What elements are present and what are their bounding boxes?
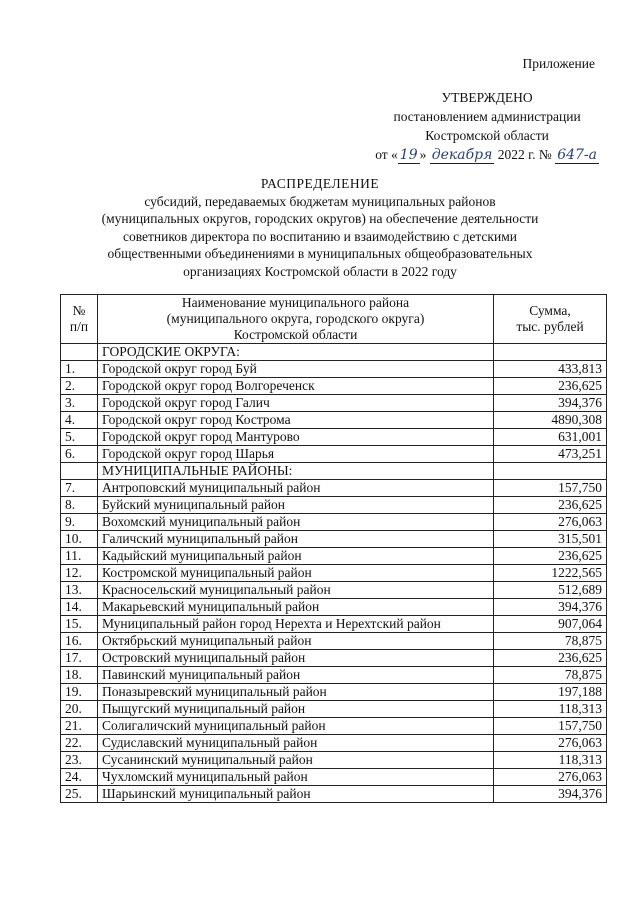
row-number: 9. xyxy=(61,514,98,531)
header-number xyxy=(61,295,98,344)
row-sum: 236,625 xyxy=(494,548,607,565)
row-sum: 157,750 xyxy=(494,480,607,497)
title-line-1: субсидий, передаваемых бюджетам муниципальных районов xyxy=(144,193,496,209)
row-sum: 157,750 xyxy=(494,718,607,735)
table-row xyxy=(61,616,607,633)
row-sum: 236,625 xyxy=(494,497,607,514)
row-number: 22. xyxy=(61,735,98,752)
row-name: Солигаличский муниципальный район xyxy=(98,718,494,735)
row-name: Макарьевский муниципальный район xyxy=(98,599,494,616)
row-name: Октябрьский муниципальный район xyxy=(98,633,494,650)
row-number: 17. xyxy=(61,650,98,667)
approved-label: УТВЕРЖДЕНО xyxy=(441,90,533,105)
appendix-label: Приложение xyxy=(522,56,595,71)
table-row xyxy=(61,446,607,463)
row-name: Буйский муниципальный район xyxy=(98,497,494,514)
document-number: 647-а xyxy=(557,147,597,163)
row-sum: 394,376 xyxy=(494,599,607,616)
row-name: ГОРОДСКИЕ ОКРУГА: xyxy=(98,344,494,361)
row-number: 3. xyxy=(61,395,98,412)
row-number: 6. xyxy=(61,446,98,463)
row-name: Сусанинский муниципальный район xyxy=(98,752,494,769)
row-number: 7. xyxy=(61,480,98,497)
row-name: Костромской муниципальный район xyxy=(98,565,494,582)
approval-date-line xyxy=(375,145,599,165)
row-name: Муниципальный район город Нерехта и Нерехтский район xyxy=(98,616,494,633)
table-row xyxy=(61,395,607,412)
table-body xyxy=(61,344,607,803)
row-sum: 276,063 xyxy=(494,769,607,786)
row-number: 5. xyxy=(61,429,98,446)
row-number: 4. xyxy=(61,412,98,429)
table-row xyxy=(61,565,607,582)
row-number: 12. xyxy=(61,565,98,582)
row-number: 16. xyxy=(61,633,98,650)
approval-block xyxy=(375,54,599,165)
table-row xyxy=(61,548,607,565)
row-sum xyxy=(494,463,607,480)
row-number: 13. xyxy=(61,582,98,599)
row-name: Вохомский муниципальный район xyxy=(98,514,494,531)
table-row xyxy=(61,412,607,429)
date-prefix: от « xyxy=(375,147,398,162)
row-number: 20. xyxy=(61,701,98,718)
row-sum: 315,501 xyxy=(494,531,607,548)
row-name: Островский муниципальный район xyxy=(98,650,494,667)
row-name: Городской округ город Буй xyxy=(98,361,494,378)
table-row xyxy=(61,735,607,752)
title-line-3: советников директора по воспитанию и взаимодействию с детскими xyxy=(123,228,517,244)
header-sum xyxy=(494,295,607,344)
row-number: 2. xyxy=(61,378,98,395)
table-row xyxy=(61,497,607,514)
row-name: Галичский муниципальный район xyxy=(98,531,494,548)
table-row xyxy=(61,650,607,667)
row-name: Шарьинский муниципальный район xyxy=(98,786,494,803)
row-sum: 197,188 xyxy=(494,684,607,701)
table-row xyxy=(61,599,607,616)
table-row xyxy=(61,752,607,769)
row-sum: 78,875 xyxy=(494,633,607,650)
row-number: 19. xyxy=(61,684,98,701)
row-number: 21. xyxy=(61,718,98,735)
row-sum: 1222,565 xyxy=(494,565,607,582)
header-name-line-2: (муниципального округа, городского округа) xyxy=(166,311,425,326)
row-number: 11. xyxy=(61,548,98,565)
row-name: МУНИЦИПАЛЬНЫЕ РАЙОНЫ: xyxy=(98,463,494,480)
table-row xyxy=(61,633,607,650)
title-line-4: общественными объединениями в муниципальных общеобразовательных xyxy=(107,246,533,261)
table-row xyxy=(61,361,607,378)
row-sum: 473,251 xyxy=(494,446,607,463)
date-mid: » xyxy=(419,147,427,162)
row-sum: 631,001 xyxy=(494,429,607,446)
row-number: 18. xyxy=(61,667,98,684)
table-row xyxy=(61,667,607,684)
header-name-line-1: Наименование муниципального района xyxy=(181,295,410,310)
table-row xyxy=(61,378,607,395)
distribution-table xyxy=(60,294,607,803)
row-sum: 394,376 xyxy=(494,395,607,412)
row-number: 25. xyxy=(61,786,98,803)
document-title: РАСПРЕДЕЛЕНИЕ xyxy=(260,176,380,191)
row-name: Пыщугский муниципальный район xyxy=(98,701,494,718)
table-header-row xyxy=(61,295,607,344)
row-number xyxy=(61,463,98,480)
table-row xyxy=(61,684,607,701)
row-name: Павинский муниципальный район xyxy=(98,667,494,684)
table-row xyxy=(61,718,607,735)
row-name: Судиславский муниципальный район xyxy=(98,735,494,752)
row-number: 15. xyxy=(61,616,98,633)
row-sum: 394,376 xyxy=(494,786,607,803)
row-sum: 907,064 xyxy=(494,616,607,633)
row-sum: 118,313 xyxy=(494,701,607,718)
row-sum: 512,689 xyxy=(494,582,607,599)
row-name: Антроповский муниципальный район xyxy=(98,480,494,497)
header-name xyxy=(98,295,494,344)
header-name-line-3: Костромской области xyxy=(233,327,358,342)
row-name: Городской округ город Мантурово xyxy=(98,429,494,446)
row-sum: 433,813 xyxy=(494,361,607,378)
table-section-row xyxy=(61,463,607,480)
row-name: Городской округ город Кострома xyxy=(98,412,494,429)
row-name: Красносельский муниципальный район xyxy=(98,582,494,599)
row-sum: 236,625 xyxy=(494,378,607,395)
row-sum: 78,875 xyxy=(494,667,607,684)
row-sum: 118,313 xyxy=(494,752,607,769)
row-sum: 236,625 xyxy=(494,650,607,667)
table-row xyxy=(61,786,607,803)
date-day: 19 xyxy=(399,147,418,163)
row-number xyxy=(61,344,98,361)
header-number-line-2: п/п xyxy=(69,319,89,334)
date-month: декабря xyxy=(431,147,493,163)
header-sum-line-2: тыс. рублей xyxy=(516,319,584,334)
row-name: Поназыревский муниципальный район xyxy=(98,684,494,701)
row-sum: 276,063 xyxy=(494,514,607,531)
table-row xyxy=(61,769,607,786)
table-row xyxy=(61,429,607,446)
row-number: 8. xyxy=(61,497,98,514)
row-number: 1. xyxy=(61,361,98,378)
title-line-2: (муниципальных округов, городских округов) на обеспечение деятельности xyxy=(101,211,539,226)
header-number-line-1: № xyxy=(72,303,86,318)
table-row xyxy=(61,582,607,599)
table-row xyxy=(61,514,607,531)
table-row xyxy=(61,480,607,497)
header-sum-line-1: Сумма, xyxy=(529,303,571,318)
row-name: Городской округ город Шарья xyxy=(98,446,494,463)
table-row xyxy=(61,701,607,718)
row-number: 23. xyxy=(61,752,98,769)
document-title-block xyxy=(70,175,570,280)
row-sum: 276,063 xyxy=(494,735,607,752)
row-name: Кадыйский муниципальный район xyxy=(98,548,494,565)
row-sum: 4890,308 xyxy=(494,412,607,429)
date-year: 2022 г. № xyxy=(497,147,552,162)
approval-line-2: Костромской области xyxy=(425,128,549,143)
row-name: Чухломский муниципальный район xyxy=(98,769,494,786)
row-sum xyxy=(494,344,607,361)
table-section-row xyxy=(61,344,607,361)
row-number: 14. xyxy=(61,599,98,616)
table-row xyxy=(61,531,607,548)
row-number: 24. xyxy=(61,769,98,786)
row-name: Городской округ город Волгореченск xyxy=(98,378,494,395)
row-number: 10. xyxy=(61,531,98,548)
title-line-5: организациях Костромской области в 2022 году xyxy=(183,263,457,279)
row-name: Городской округ город Галич xyxy=(98,395,494,412)
approval-line-1: постановлением администрации xyxy=(393,109,581,124)
